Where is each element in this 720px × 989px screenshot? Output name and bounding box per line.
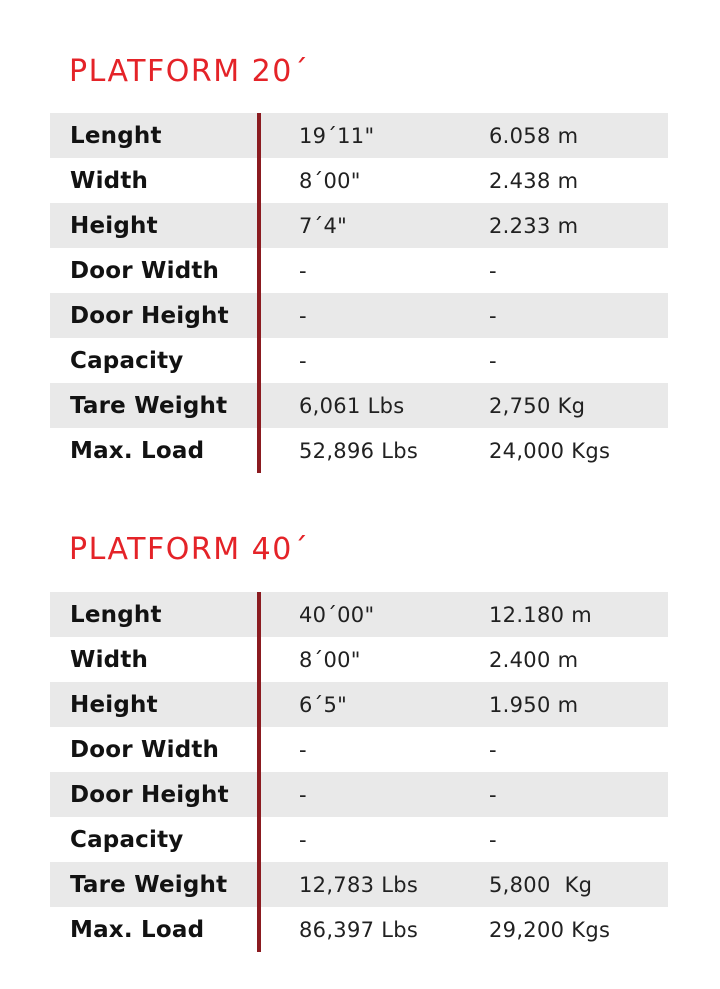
spec-label: Door Width	[50, 248, 261, 293]
spec-label: Capacity	[50, 338, 261, 383]
spec-label: Max. Load	[50, 907, 261, 952]
table-row	[50, 907, 668, 952]
spec-value-imperial: 12,783 Lbs	[299, 872, 419, 897]
spec-label: Width	[50, 637, 261, 682]
spec-label: Max. Load	[50, 428, 261, 473]
spec-value-imperial: 7´4"	[299, 213, 348, 238]
spec-value-metric: -	[489, 303, 497, 328]
spec-label: Height	[50, 682, 261, 727]
spec-label: Height	[50, 203, 261, 248]
spec-value-imperial: -	[299, 348, 307, 373]
table-row	[50, 772, 668, 817]
table-row	[50, 428, 668, 473]
spec-value-imperial: 8´00"	[299, 168, 361, 193]
spec-value-imperial: 6´5"	[299, 692, 348, 717]
spec-value-metric: -	[489, 827, 497, 852]
spec-value-imperial: 86,397 Lbs	[299, 917, 419, 942]
spec-label: Capacity	[50, 817, 261, 862]
spec-label: Door Height	[50, 293, 261, 338]
table-row	[50, 338, 668, 383]
table-row	[50, 682, 668, 727]
spec-value-imperial: 40´00"	[299, 602, 375, 627]
spec-value-imperial: -	[299, 782, 307, 807]
spec-value-metric: 2.400 m	[489, 647, 579, 672]
spec-value-metric: -	[489, 782, 497, 807]
spec-value-metric: 12.180 m	[489, 602, 593, 627]
spec-label: Width	[50, 158, 261, 203]
table-row	[50, 817, 668, 862]
table-row	[50, 158, 668, 203]
spec-value-metric: 29,200 Kgs	[489, 917, 611, 942]
spec-label: Door Height	[50, 772, 261, 817]
spec-value-metric: 2.438 m	[489, 168, 579, 193]
table-row	[50, 293, 668, 338]
platform-20-title: PLATFORM 20´	[69, 54, 310, 89]
spec-label: Tare Weight	[50, 862, 261, 907]
spec-value-metric: 6.058 m	[489, 123, 579, 148]
spec-value-imperial: 8´00"	[299, 647, 361, 672]
table-row	[50, 592, 668, 637]
spec-value-metric: 2,750 Kg	[489, 393, 586, 418]
spec-value-metric: -	[489, 348, 497, 373]
table-row	[50, 637, 668, 682]
spec-value-metric: 2.233 m	[489, 213, 579, 238]
table-row	[50, 113, 668, 158]
spec-value-imperial: -	[299, 303, 307, 328]
platform-40-table	[50, 592, 668, 952]
spec-value-imperial: -	[299, 827, 307, 852]
platform-40-title: PLATFORM 40´	[69, 532, 310, 567]
spec-value-imperial: -	[299, 737, 307, 762]
table-row	[50, 203, 668, 248]
spec-value-metric: -	[489, 737, 497, 762]
table-row	[50, 383, 668, 428]
spec-label: Tare Weight	[50, 383, 261, 428]
spec-value-imperial: 52,896 Lbs	[299, 438, 419, 463]
table-row	[50, 727, 668, 772]
spec-label: Lenght	[50, 113, 261, 158]
spec-value-imperial: -	[299, 258, 307, 283]
spec-value-metric: 24,000 Kgs	[489, 438, 611, 463]
spec-value-imperial: 6,061 Lbs	[299, 393, 405, 418]
spec-value-imperial: 19´11"	[299, 123, 375, 148]
table-row	[50, 248, 668, 293]
table-row	[50, 862, 668, 907]
spec-value-metric: 1.950 m	[489, 692, 579, 717]
platform-20-table	[50, 113, 668, 473]
spec-value-metric: -	[489, 258, 497, 283]
spec-value-metric: 5,800 Kg	[489, 872, 593, 897]
spec-label: Door Width	[50, 727, 261, 772]
spec-label: Lenght	[50, 592, 261, 637]
